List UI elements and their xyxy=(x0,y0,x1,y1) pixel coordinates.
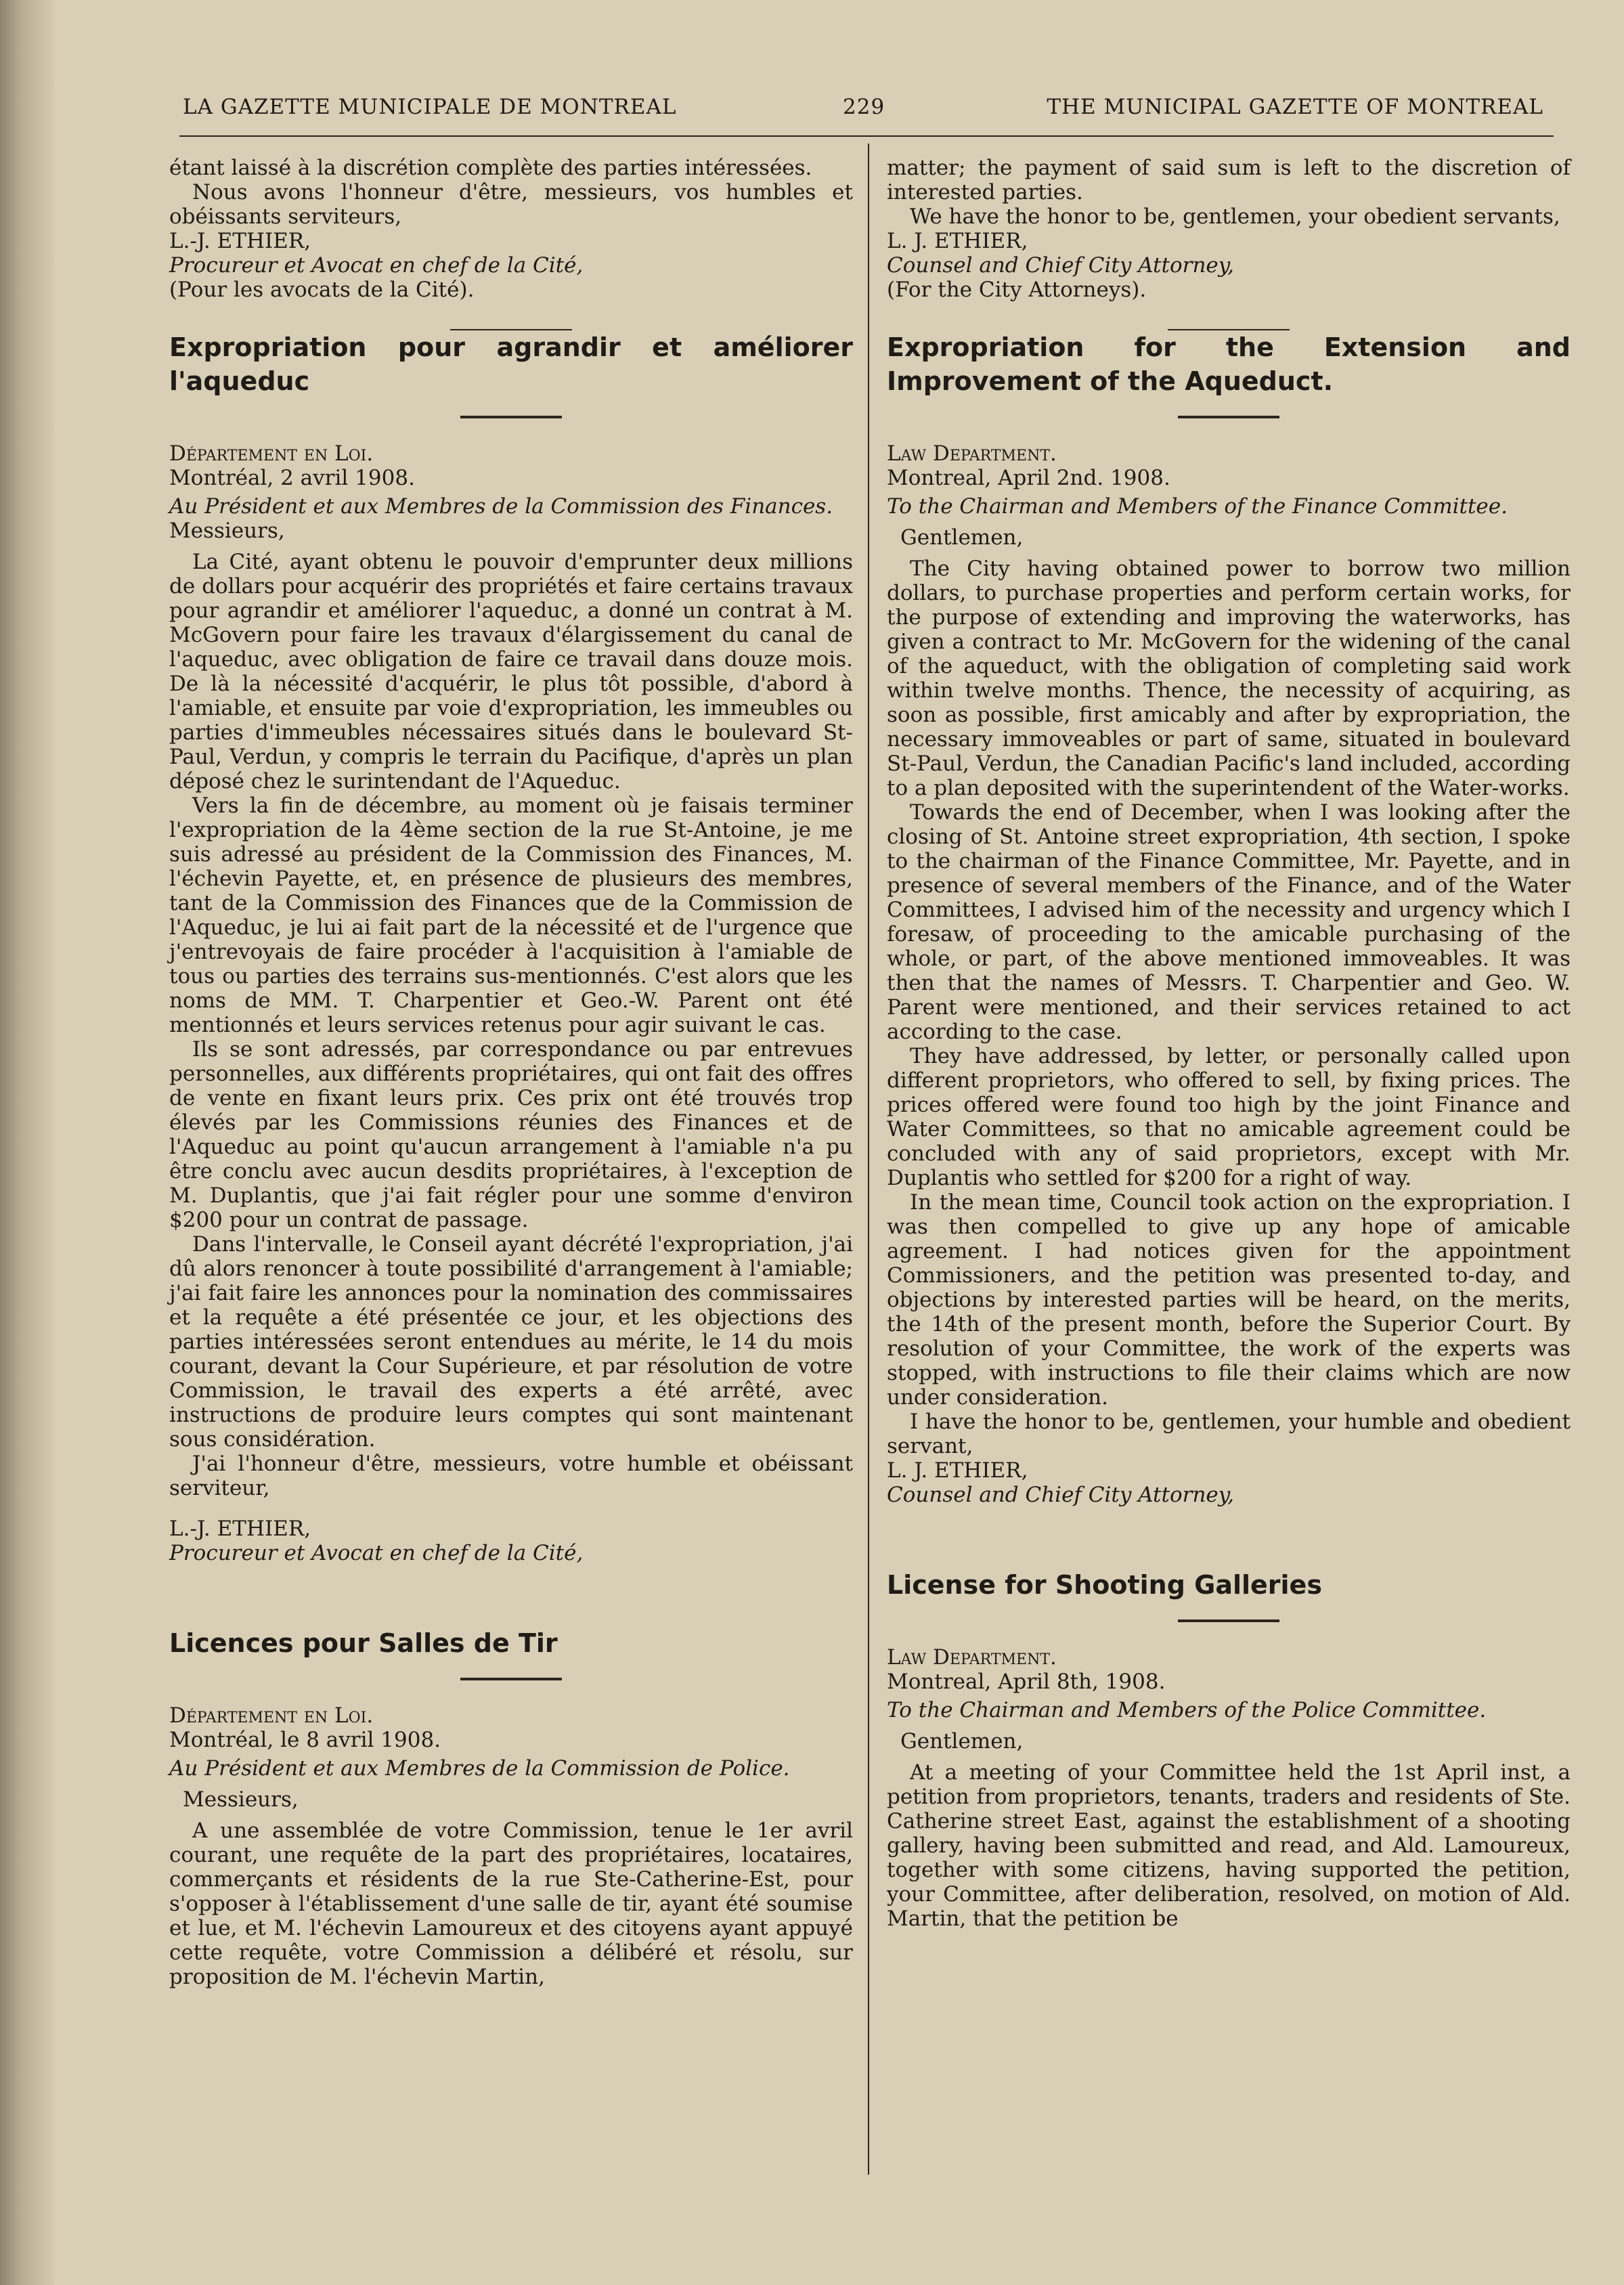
section-title-aqueduct: Expropriation pour agrandir et améliorer l'aqueduc xyxy=(169,332,853,396)
letter-addressee: To the Chairman and Members of the Finance Committee. xyxy=(887,494,1508,519)
letter-paragraph: Towards the end of December, when I was looking after the closing of St. Antoine street expropriation, 4th section, I spoke to the chairman of the Finance Committee, Mr. Payette, and in presence of several members of the Finance, and of the Water Committees, I advised him of the necessity and urgency which I foresaw, of proceeding to the amicable purchasing of the whole, or part, of the above mentioned immoveables. It was then that the names of Messrs. T. Charpentier and Geo. W. Parent were mentioned, and their services retained to act according to the case. xyxy=(887,800,1571,1044)
section-title-shooting: License for Shooting Galleries xyxy=(887,1570,1322,1600)
letter-paragraph: La Cité, ayant obtenu le pouvoir d'emprunter deux millions de dollars pour acquérir des propriétés et faire certains travaux pour agrandir et améliorer l'aqueduc, a donné un contrat à M. McGovern pour faire les travaux d'élargissement du canal de l'aqueduc, avec obligation de faire ce travail dans douze mois. De là la nécessité d'acquérir, le plus tôt possible, d'abord à l'amiable, et ensuite par voie d'expropriation, les immeubles ou parties d'immeubles nécessaires situés dans le boulevard St-Paul, Verdun, y compris le terrain du Pacifique, d'après un plan déposé chez le surintendant de l'Aqueduc. xyxy=(169,550,853,793)
header-title-english: THE MUNICIPAL GAZETTE OF MONTREAL xyxy=(1047,95,1543,119)
intro-signature-title: Procureur et Avocat en chef de la Cité, xyxy=(169,253,584,278)
page-number: 229 xyxy=(843,95,885,119)
page-binding-edge xyxy=(0,0,54,2285)
signature-title: Procureur et Avocat en chef de la Cité, xyxy=(169,1541,584,1565)
title-underline xyxy=(1178,416,1279,418)
intro-signature-title: Counsel and Chief City Attorney, xyxy=(887,253,1235,278)
letter-salutation: Messieurs, xyxy=(169,519,285,543)
letter-paragraph: A une assemblée de votre Commission, tenue le 1er avril courant, une requête de la part des propriétaires, locataires, commerçants et résidents de la rue Ste-Catherine-Est, pour s'opposer à l'établissement d'une salle de tir, ayant été soumise et lue, et M. l'échevin Lamoureux et des citoyens ayant appuyé cette requête, votre Commission a délibéré et résolu, sur proposition de M. l'échevin Martin, xyxy=(169,1819,853,1989)
letter-paragraph: Ils se sont adressés, par correspondance ou par entrevues personnelles, aux différents propriétaires, qui ont fait des offres de vente en fixant leurs prix. Ces prix ont été trouvés trop élevés par les Commissions réunies des Finances et de l'Aqueduc au point qu'aucun arrangement à l'amiable n'a pu être conclu avec aucun desdits propriétaires, à l'exception de M. Duplantis, que j'ai fait régler pour une somme d'environ $200 pour un contrat de passage. xyxy=(169,1037,853,1232)
intro-signature-note: (For the City Attorneys). xyxy=(887,278,1147,302)
french-column xyxy=(169,156,853,1989)
signature-name: L. J. ETHIER, xyxy=(887,1458,1028,1483)
intro-closing: We have the honor to be, gentlemen, your obedient servants, xyxy=(910,204,1560,229)
department-line: Département en Loi. xyxy=(169,1703,374,1728)
letter-paragraph: They have addressed, by letter, or personally called upon different proprietors, who offered to sell, by fixing prices. The prices offered were found too high by the joint Finance and Water Committees, so that no amicable agreement could be concluded with any of said proprietors, except with Mr. Duplantis who settled for $200 for a right of way. xyxy=(887,1044,1571,1190)
title-underline xyxy=(460,1678,562,1680)
letter-paragraph: Vers la fin de décembre, au moment où je faisais terminer l'expropriation de la 4ème section de la rue St-Antoine, je me suis adressé au président de la Commission des Finances, M. l'échevin Payette, et, en présence de plusieurs des membres, tant de la Commission des Finances que de la Commission de l'Aqueduc, je lui ai fait part de la nécessité et de l'urgence que j'entrevoyais de faire procéder à l'acquisition à l'amiable de tous ou parties des terrains sus-mentionnés. C'est alors que les noms de MM. T. Charpentier et Geo.-W. Parent ont été mentionnés et leurs services retenus pour agir suivant le cas. xyxy=(169,793,853,1037)
letter-date: Montréal, le 8 avril 1908. xyxy=(169,1728,441,1752)
department-line: Law Department. xyxy=(887,1645,1057,1670)
letter-salutation: Messieurs, xyxy=(183,1787,299,1812)
intro-signature-name: L.-J. ETHIER, xyxy=(169,229,311,253)
intro-signature-note: (Pour les avocats de la Cité). xyxy=(169,278,475,302)
letter-paragraph: At a meeting of your Committee held the 1st April inst, a petition from proprietors, tenants, traders and residents of Ste. Catherine street East, against the establishment of a shooting gallery, having been submitted and read, and Ald. Lamoureux, together with some citizens, having supported the petition, your Committee, after deliberation, resolved, on motion of Ald. Martin, that the petition be xyxy=(887,1760,1571,1931)
intro-closing: Nous avons l'honneur d'être, messieurs, vos humbles et obéissants serviteurs, xyxy=(169,180,853,229)
letter-paragraph: The City having obtained power to borrow two million dollars, to purchase properties and perform certain works, for the purpose of extending and improving the waterworks, has given a contract to Mr. McGovern for the widening of the canal of the aqueduct, with the obligation of completing said work within twelve months. Thence, the necessity of acquiring, as soon as possible, first amicably and after by expropriation, the necessary immoveables or part of same, situated in boulevard St-Paul, Verdun, the Canadian Pacific's land included, according to a plan deposited with the superintendent of the Water-works. xyxy=(887,557,1571,800)
letter-addressee: Au Président et aux Membres de la Commission de Police. xyxy=(169,1756,790,1781)
letter-date: Montreal, April 8th, 1908. xyxy=(887,1670,1166,1694)
signature-name: L.-J. ETHIER, xyxy=(169,1517,311,1541)
letter-date: Montreal, April 2nd. 1908. xyxy=(887,466,1170,490)
letter-salutation: Gentlemen, xyxy=(900,525,1024,550)
letter-addressee: To the Chairman and Members of the Police Committee. xyxy=(887,1698,1487,1722)
header-rule xyxy=(179,135,1554,137)
english-column xyxy=(887,156,1571,1931)
letter-closing: J'ai l'honneur d'être, messieurs, votre humble et obéissant serviteur, xyxy=(169,1452,853,1500)
letter-closing: I have the honor to be, gentlemen, your humble and obedient servant, xyxy=(887,1410,1571,1458)
letter-paragraph: In the mean time, Council took action on the expropriation. I was then compelled to give up any hope of amicable agreement. I had notices given for the appointment Commissioners, and the petition was presented to-day, and objections by interested parties will be heard, on the merits, the 14th of the present month, before the Superior Court. By resolution of your Committee, the work of the experts was stopped, with instructions to file their claims which are now under consideration. xyxy=(887,1190,1571,1410)
page-header xyxy=(183,95,1543,129)
letter-paragraph: Dans l'intervalle, le Conseil ayant décrété l'expropriation, j'ai dû alors renoncer à toute possibilité d'arrangement à l'amiable; j'ai fait faire les annonces pour la nomination des commissaires et la requête a été présentée ce jour, et les objections des parties intéressées seront entendues au mérite, le 14 du mois courant, devant la Cour Supérieure, et par résolution de votre Commission, le travail des experts a été arrêté, avec instructions de produire leurs comptes qui sont maintenant sous considération. xyxy=(169,1232,853,1452)
letter-addressee: Au Président et aux Membres de la Commission des Finances. xyxy=(169,494,833,519)
section-title-aqueduct: Expropriation for the Extension and Improvement of the Aqueduct. xyxy=(887,332,1571,396)
department-line: Département en Loi. xyxy=(169,441,374,466)
column-divider xyxy=(868,144,869,2175)
intro-signature-name: L. J. ETHIER, xyxy=(887,229,1028,253)
signature-title: Counsel and Chief City Attorney, xyxy=(887,1483,1235,1507)
title-underline xyxy=(1178,1619,1279,1622)
title-underline xyxy=(460,416,562,418)
header-title-french: LA GAZETTE MUNICIPALE DE MONTREAL xyxy=(183,95,677,119)
letter-salutation: Gentlemen, xyxy=(900,1729,1024,1754)
intro-end-paragraph: matter; the payment of said sum is left to the discretion of interested parties. xyxy=(887,156,1571,204)
intro-end-paragraph: étant laissé à la discrétion complète des parties intéressées. xyxy=(169,156,812,180)
department-line: Law Department. xyxy=(887,441,1057,466)
letter-date: Montréal, 2 avril 1908. xyxy=(169,466,415,490)
section-title-shooting: Licences pour Salles de Tir xyxy=(169,1628,558,1658)
